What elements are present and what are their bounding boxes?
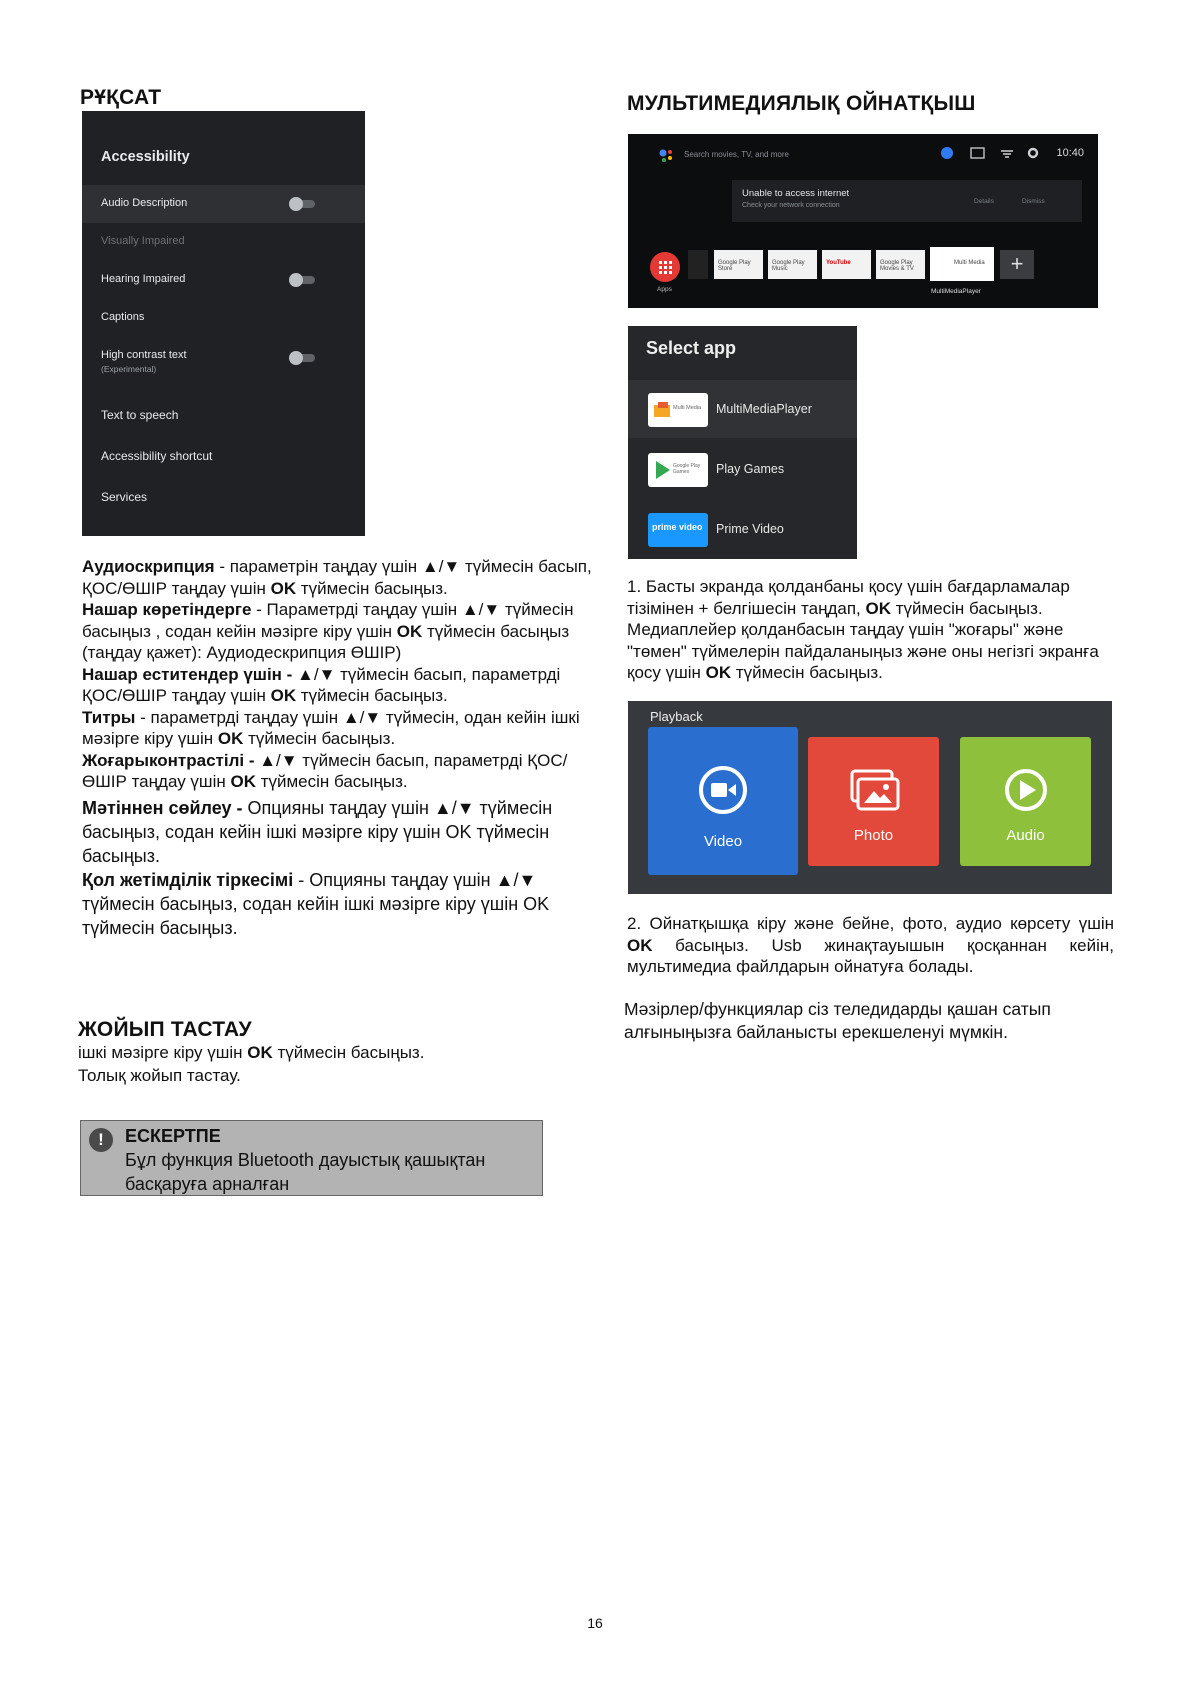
heading-multimedia-player: МУЛЬТИМЕДИЯЛЫҚ ОЙНАТҚЫШ [627,92,976,115]
note-content [125,1124,535,1196]
select-app-item [628,500,857,558]
toggle-icon [291,200,315,208]
card-label: Audio [1006,827,1045,844]
heading-permission: РҰҚСАТ [80,86,162,109]
playback-card-video [648,727,798,875]
para-visually-impaired: Нашар көретіндерге - Параметрді таңдау үшін ▲/▼ түймесін басыңыз , содан кейін мәзірге кіру үшін OK түймесін басыңыз (таңдау қажет): Аудиодескрипция ӨШІР) [82,600,574,662]
row-label: Accessibility shortcut [101,449,213,463]
reset-line-2: Толық жойып тастау. [78,1066,241,1085]
app-tile-multimedia: Multi Media [930,247,994,281]
play-games-icon: Google Play Games [648,453,708,487]
step-2: 2. Ойнатқышқа кіру және бейне, фото, аудио көрсету үшін OK басыңыз. Usb жинақтауышын қосқаннан кейін, мультимедиа файлдарын ойнатуға болады. [627,914,1114,976]
search-hint: Search movies, TV, and more [684,150,789,159]
para-audio-description: Аудиоскрипция - параметрін таңдау үшін ▲/▼ түймесін басып, ҚОС/ӨШІР таңдау үшін OK түймесін басыңыз. [82,557,592,598]
network-notice [732,180,1082,222]
app-name: Prime Video [716,522,784,536]
apps-label: Apps [657,286,672,293]
note-box [80,1120,543,1196]
row-audio-description [82,185,365,223]
app-tile-play-movies: Google Play Movies & TV [876,250,925,279]
accessibility-description [82,556,597,940]
add-app-icon: + [1000,250,1034,279]
apps-icon [650,252,680,282]
row-label: Audio Description [101,197,188,209]
para-high-contrast: Жоғарыконтрастілі - ▲/▼ түймесін басып, параметрді ҚОС/ӨШІР таңдау үшін OK түймесін басыңыз. [82,750,568,791]
warning-icon: ! [89,1128,113,1152]
app-tile-youtube: YouTube [822,250,871,279]
app-name: MultiMediaPlayer [716,402,812,416]
para-accessibility-shortcut: Қол жетімділік тіркесімі - Опцияны таңдау үшін ▲/▼ түймесін басыңыз, содан кейін ішкі мәзірге кіру үшін OK түймесін басыңыз. [82,869,550,938]
tv-home-screenshot [628,134,1098,308]
multimedia-app-icon: Multi Media [648,393,708,427]
app-tile-dark [688,250,708,279]
photo-icon [848,769,900,813]
video-icon [698,765,748,815]
app-name: Play Games [716,462,785,476]
page-number: 16 [587,1615,603,1631]
prime-video-icon: prime video [648,513,708,547]
play-icon [1003,767,1049,813]
para-subtitles: Титры - параметрді таңдау үшін ▲/▼ түймесін, одан кейін ішкі мәзірге кіру үшін OK түймесін басыңыз. [82,707,580,748]
playback-screenshot [628,701,1112,894]
row-label-sub: (Experimental) [101,364,157,374]
toggle-icon [291,354,315,362]
playback-card-photo [808,737,939,866]
note-text: Бұл функция Bluetooth дауыстық қашықтан басқаруға арналған [125,1150,486,1194]
heading-reset: ЖОЙЫП ТАСТАУ [78,1018,252,1041]
row-label: Visually Impaired [101,235,185,247]
accessibility-screenshot [82,111,365,536]
app-tile-play-music: Google Play Music [768,250,817,279]
footnote: Мәзірлер/функциялар сіз теледидарды қашан сатып алғыныңызға байланысты ерекшеленуі мүмкін. [624,999,1051,1042]
notice-subtitle: Check your network connection [742,202,840,209]
select-app-title: Select app [646,338,737,358]
para-hearing-impaired: Нашар еститендер үшін - ▲/▼ түймесін басып, параметрді ҚОС/ӨШІР таңдау үшін OK түймесін басыңыз. [82,664,561,705]
details-button: Details [974,198,994,205]
toggle-icon [291,276,315,284]
row-label: Hearing Impaired [101,273,186,285]
selected-app-label: MultiMediaPlayer [931,288,981,295]
row-label: Captions [101,311,145,323]
row-label [101,349,187,374]
step-1: 1. Басты экранда қолданбаны қосу үшін бағдарламалар тізімінен + белгішесін таңдап, OK түймесін басыңыз. Медиаплейер қолданбасын таңдау үшін "жоғары" және "төмен" түймелерін пайдаланыңыз және оны негізгі экранға қосу үшін OK түймесін басыңыз. [627,577,1099,682]
clock: 10:40 [1056,147,1084,159]
google-assistant-icon [658,148,676,164]
select-app-item [628,380,857,438]
note-title: ЕСКЕРТПЕ [125,1126,221,1146]
status-icons [941,146,1041,160]
row-label: Text to speech [101,408,179,422]
accessibility-title: Accessibility [101,149,190,165]
notice-title: Unable to access internet [742,188,850,199]
app-tile-play-store: Google Play Store [714,250,763,279]
select-app-item [628,440,857,498]
reset-line-1: ішкі мәзірге кіру үшін OK түймесін басыңыз. [78,1043,425,1062]
row-label: Services [101,490,148,504]
para-text-to-speech: Мәтіннен сөйлеу - Опцияны таңдау үшін ▲/▼ түймесін басыңыз, содан кейін ішкі мәзірге кіру үшін OK түймесін басыңыз. [82,797,553,866]
playback-card-audio [960,737,1091,866]
card-label: Video [703,833,743,850]
select-app-screenshot [628,326,857,559]
row-label-main: High contrast text [101,349,187,361]
playback-title: Playback [650,709,703,724]
dismiss-button: Dismiss [1022,198,1045,205]
card-label: Photo [853,827,894,844]
